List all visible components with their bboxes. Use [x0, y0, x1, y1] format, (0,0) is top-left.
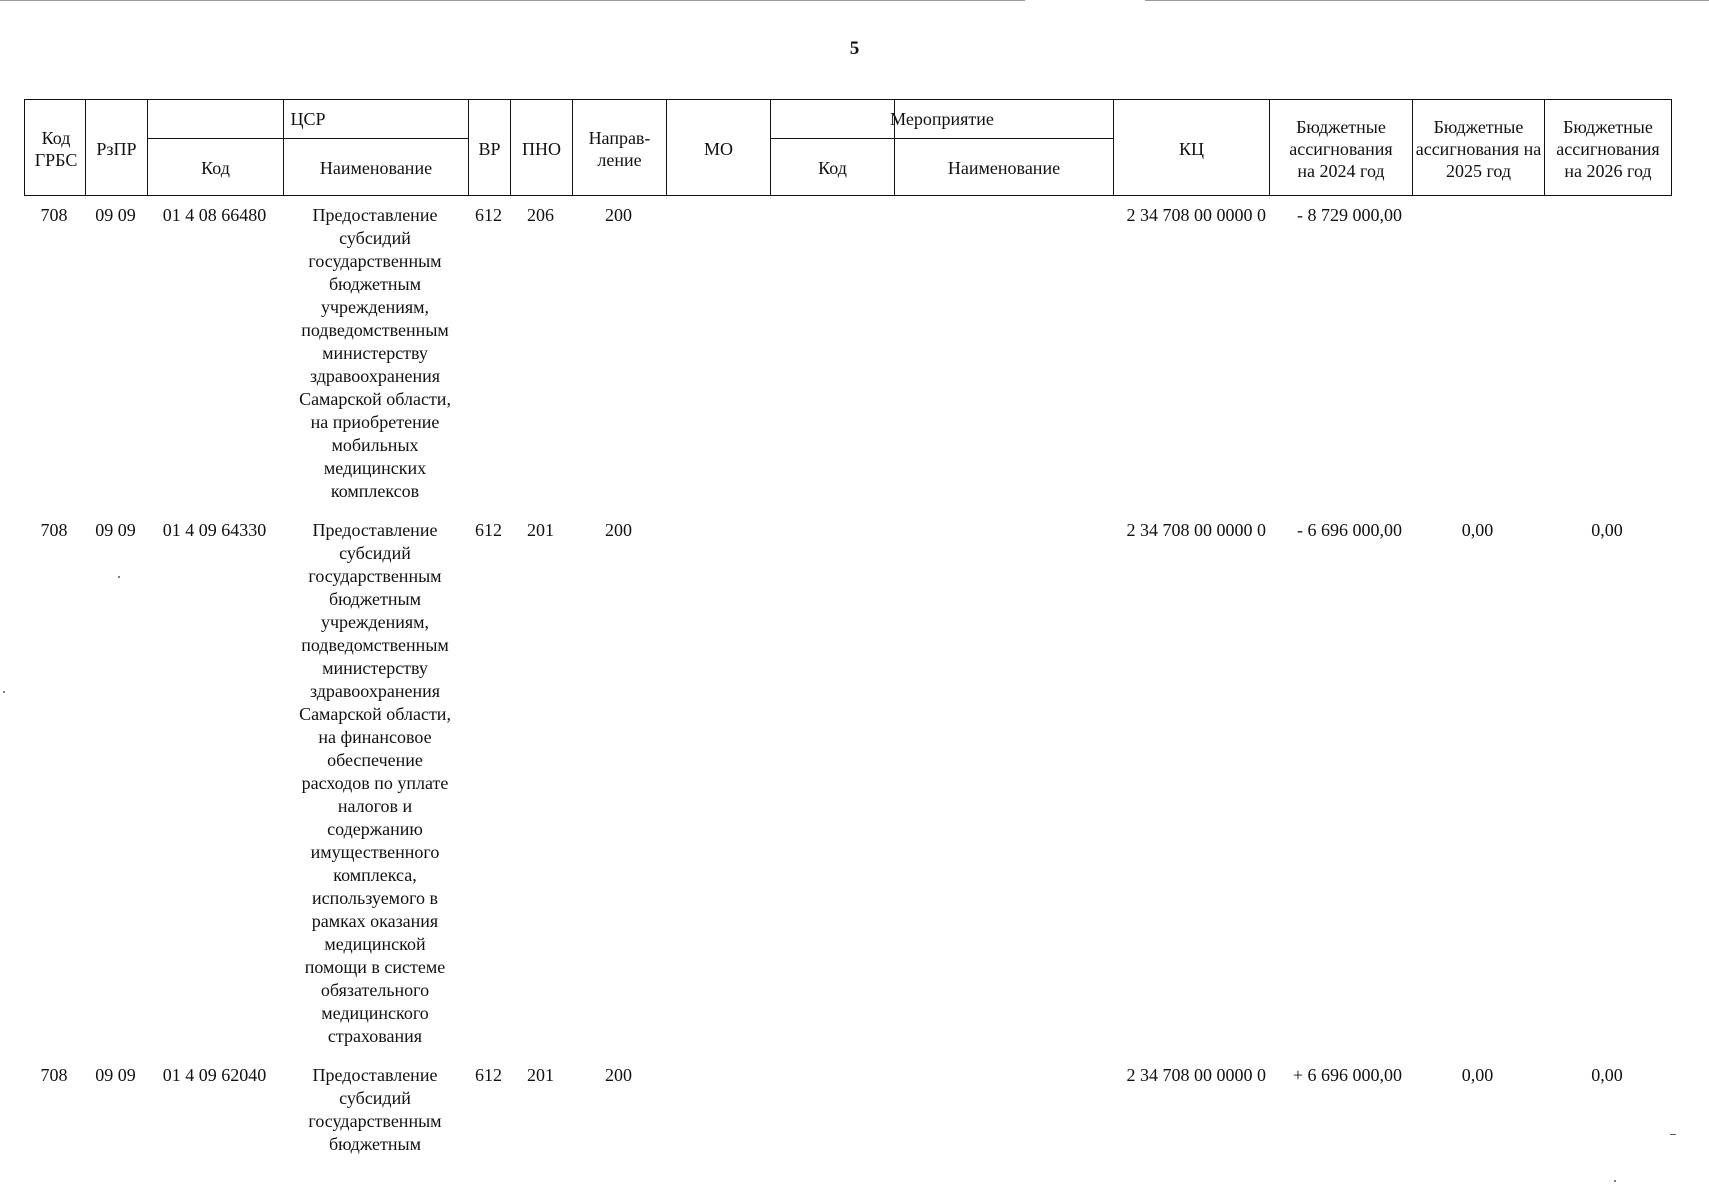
column-header-csr: ЦСР	[290, 109, 326, 129]
scan-edge-line-left	[0, 0, 1025, 1]
cell-csr-code: 01 4 09 64330	[162, 520, 267, 540]
column-header-kc: КЦ	[1178, 138, 1204, 159]
scan-speck	[3, 691, 5, 693]
cell-budget-2024: - 6 696 000,00	[1297, 520, 1402, 540]
cell-budget-2026: 0,00	[1591, 1065, 1623, 1085]
cell-budget-2024: + 6 696 000,00	[1292, 1065, 1402, 1085]
scan-speck	[1614, 1180, 1616, 1182]
column-header-grbs: Код ГРБС	[34, 127, 78, 170]
scan-edge-line-right	[1145, 0, 1709, 1]
column-header-csr-code: Код	[201, 158, 230, 178]
column-header-csr-name: Наименование	[319, 158, 433, 178]
column-header-budget-2024: Бюджетные ассигнования на 2024 год	[1289, 116, 1393, 181]
cell-rzpr: 09 09	[95, 205, 136, 225]
cell-kc: 2 34 708 00 0000 0	[1126, 205, 1266, 225]
column-header-mo: МО	[703, 138, 733, 159]
cell-budget-2026: 0,00	[1591, 520, 1623, 540]
cell-budget-2025: 0,00	[1461, 520, 1494, 540]
cell-pno: 201	[527, 520, 554, 540]
cell-grbs: 708	[40, 1065, 68, 1085]
column-header-event-code: Код	[818, 158, 847, 178]
page-number: 5	[849, 38, 860, 59]
column-header-pno: ПНО	[522, 138, 561, 159]
cell-budget-2024: - 8 729 000,00	[1297, 205, 1402, 225]
column-header-budget-2026: Бюджетные ассигнования на 2026 год	[1556, 116, 1660, 181]
cell-kc: 2 34 708 00 0000 0	[1126, 1065, 1266, 1085]
cell-csr-name: Предоставление субсидий государственным бюджетным учреждениям, подведомственным министерству здравоохранения Самарской области, на приобретение мобильных медицинских комплексов	[299, 205, 451, 501]
cell-vr: 612	[475, 520, 502, 540]
cell-direction: 200	[605, 1065, 632, 1085]
cell-grbs: 708	[40, 205, 68, 225]
table-header	[24, 99, 1672, 196]
cell-rzpr: 09 09	[95, 520, 136, 540]
cell-rzpr: 09 09	[95, 1065, 136, 1085]
scan-speck	[1670, 1134, 1676, 1135]
cell-direction: 200	[605, 520, 632, 540]
cell-pno: 206	[527, 205, 554, 225]
column-header-event: Мероприятие	[890, 109, 994, 129]
column-header-vr: ВР	[478, 138, 501, 159]
scan-speck	[118, 576, 120, 578]
cell-csr-name: Предоставление субсидий государственным бюджетным учреждениям, подведомственным министерству здравоохранения Самарской области, на финансовое обеспечение расходов по уплате налогов и содержанию имущественного комплекса, используемого в рамках оказания медицинской помощи в системе обязательного медицинского страхования	[299, 520, 451, 1046]
column-header-direction: Направ-ление	[588, 127, 651, 170]
column-header-budget-2025: Бюджетные ассигнования на 2025 год	[1415, 116, 1542, 181]
cell-vr: 612	[475, 1065, 502, 1085]
cell-grbs: 708	[40, 520, 68, 540]
cell-csr-name: Предоставление субсидий государственным бюджетным	[308, 1065, 442, 1154]
cell-csr-code: 01 4 09 62040	[162, 1065, 267, 1085]
cell-direction: 200	[605, 205, 632, 225]
cell-budget-2025: 0,00	[1461, 1065, 1494, 1085]
column-header-rzpr: РзПР	[96, 138, 137, 159]
cell-pno: 201	[527, 1065, 554, 1085]
cell-kc: 2 34 708 00 0000 0	[1126, 520, 1266, 540]
column-header-event-name: Наименование	[947, 158, 1061, 178]
cell-vr: 612	[475, 205, 502, 225]
cell-csr-code: 01 4 08 66480	[162, 205, 267, 225]
